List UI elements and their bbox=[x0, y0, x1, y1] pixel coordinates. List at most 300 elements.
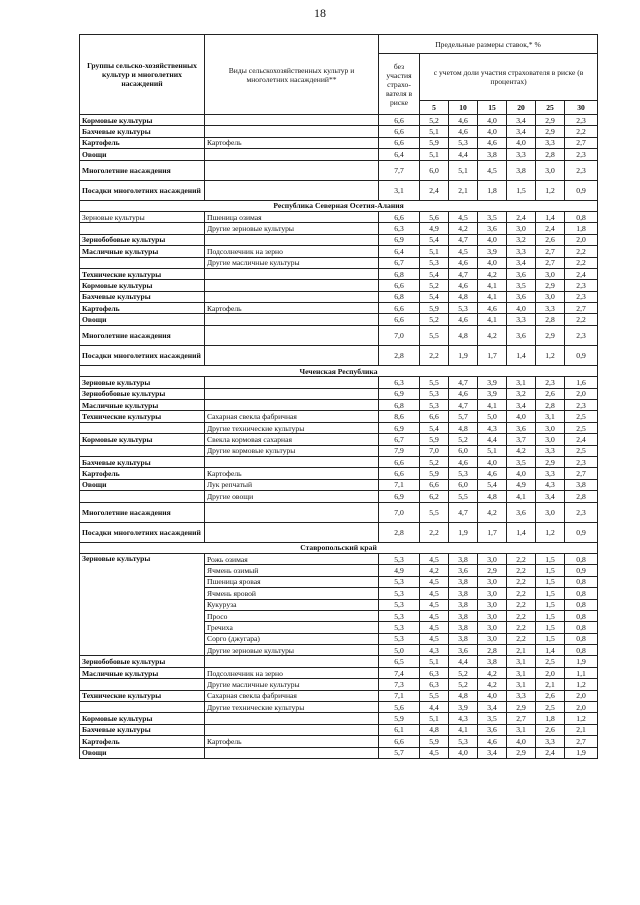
crop-group-cell: Посадки многолетних насаждений bbox=[80, 345, 205, 365]
rate-value-cell: 6,6 bbox=[379, 115, 420, 126]
rate-value-cell: 4,5 bbox=[420, 599, 449, 610]
rate-value-cell: 4,8 bbox=[478, 491, 507, 502]
crop-group-cell: Многолетние насаждения bbox=[80, 325, 205, 345]
header-rates-title: Предельные размеры ставок,* % bbox=[379, 35, 598, 54]
rate-value-cell: 6,3 bbox=[420, 679, 449, 690]
crop-group-cell: Зерновые культуры bbox=[80, 377, 205, 388]
rate-value-cell: 3,1 bbox=[507, 667, 536, 678]
crop-type-cell bbox=[205, 291, 379, 302]
rate-value-cell: 3,0 bbox=[536, 268, 565, 279]
rate-value-cell: 5,2 bbox=[449, 679, 478, 690]
rate-value-cell: 6,8 bbox=[379, 268, 420, 279]
rate-value-cell: 2,8 bbox=[536, 149, 565, 160]
crop-type-cell: Другие технические культуры bbox=[205, 702, 379, 713]
rate-value-cell: 5,1 bbox=[478, 445, 507, 456]
rate-value-cell: 3,9 bbox=[478, 388, 507, 399]
rate-value-cell: 2,3 bbox=[565, 115, 598, 126]
crop-group-cell: Масличные культуры bbox=[80, 246, 205, 257]
rate-value-cell: 4,2 bbox=[449, 223, 478, 234]
rate-value-cell: 7,4 bbox=[379, 667, 420, 678]
crop-group-cell: Зернобобовые культуры bbox=[80, 656, 205, 667]
rate-value-cell: 3,3 bbox=[507, 690, 536, 701]
rate-value-cell: 3,3 bbox=[507, 246, 536, 257]
rate-value-cell: 3,6 bbox=[507, 422, 536, 433]
rate-value-cell: 2,2 bbox=[565, 314, 598, 325]
rate-value-cell: 2,3 bbox=[565, 160, 598, 180]
rate-value-cell: 3,0 bbox=[478, 553, 507, 564]
rate-value-cell: 7,0 bbox=[379, 325, 420, 345]
rate-value-cell: 1,6 bbox=[565, 377, 598, 388]
crop-group-cell: Зерновые культуры bbox=[80, 211, 205, 222]
rate-value-cell: 4,1 bbox=[478, 314, 507, 325]
rate-value-cell: 4,7 bbox=[449, 377, 478, 388]
region-section-row bbox=[80, 365, 598, 376]
rate-value-cell: 7,0 bbox=[420, 445, 449, 456]
rate-value-cell: 5,5 bbox=[420, 377, 449, 388]
rate-value-cell: 7,0 bbox=[379, 502, 420, 522]
crop-group-cell: Бахчевые культуры bbox=[80, 291, 205, 302]
crop-type-cell bbox=[205, 280, 379, 291]
table-row bbox=[80, 180, 598, 200]
rate-value-cell: 6,2 bbox=[420, 491, 449, 502]
table-body bbox=[80, 115, 598, 759]
rate-value-cell: 4,7 bbox=[449, 400, 478, 411]
crop-type-cell: Картофель bbox=[205, 468, 379, 479]
crop-type-cell: Подсолнечник на зерно bbox=[205, 246, 379, 257]
crop-type-cell bbox=[205, 126, 379, 137]
rate-value-cell: 5,3 bbox=[379, 622, 420, 633]
table-row bbox=[80, 724, 598, 735]
table-row bbox=[80, 280, 598, 291]
rate-value-cell: 4,6 bbox=[449, 115, 478, 126]
rate-value-cell: 6,6 bbox=[420, 479, 449, 490]
rate-value-cell: 6,6 bbox=[420, 411, 449, 422]
rate-value-cell: 3,0 bbox=[478, 576, 507, 587]
rate-value-cell: 5,7 bbox=[449, 411, 478, 422]
rate-value-cell: 4,5 bbox=[420, 588, 449, 599]
rate-value-cell: 3,0 bbox=[536, 422, 565, 433]
rate-value-cell: 2,7 bbox=[536, 246, 565, 257]
table-row bbox=[80, 456, 598, 467]
rate-value-cell: 6,1 bbox=[379, 724, 420, 735]
header-pct: 20 bbox=[507, 101, 536, 115]
rate-value-cell: 3,3 bbox=[536, 736, 565, 747]
rate-value-cell: 2,0 bbox=[565, 388, 598, 399]
rate-value-cell: 2,2 bbox=[507, 576, 536, 587]
table-row bbox=[80, 656, 598, 667]
crop-type-cell bbox=[205, 713, 379, 724]
rate-value-cell: 5,3 bbox=[449, 137, 478, 148]
rate-value-cell: 5,3 bbox=[449, 468, 478, 479]
rate-value-cell: 7,1 bbox=[379, 690, 420, 701]
rate-value-cell: 5,1 bbox=[420, 656, 449, 667]
region-section-row bbox=[80, 542, 598, 553]
crop-group-cell: Картофель bbox=[80, 137, 205, 148]
table-row bbox=[80, 434, 598, 445]
rate-value-cell: 2,4 bbox=[536, 747, 565, 758]
rate-value-cell: 2,5 bbox=[565, 411, 598, 422]
rate-value-cell: 3,6 bbox=[478, 724, 507, 735]
crop-type-cell: Просо bbox=[205, 610, 379, 621]
rate-value-cell: 4,0 bbox=[449, 747, 478, 758]
rate-value-cell: 5,9 bbox=[420, 468, 449, 479]
rate-value-cell: 5,2 bbox=[420, 115, 449, 126]
region-section-row bbox=[80, 200, 598, 211]
rate-value-cell: 1,9 bbox=[565, 747, 598, 758]
rate-value-cell: 4,2 bbox=[507, 445, 536, 456]
rate-value-cell: 5,6 bbox=[379, 702, 420, 713]
rate-value-cell: 3,6 bbox=[449, 645, 478, 656]
rate-value-cell: 2,9 bbox=[536, 280, 565, 291]
crop-type-cell bbox=[205, 325, 379, 345]
rate-value-cell: 5,3 bbox=[379, 610, 420, 621]
rate-value-cell: 3,3 bbox=[536, 468, 565, 479]
rate-value-cell: 3,0 bbox=[536, 160, 565, 180]
rate-value-cell: 1,9 bbox=[565, 656, 598, 667]
crop-group-cell: Кормовые культуры bbox=[80, 434, 205, 445]
table-row bbox=[80, 502, 598, 522]
rate-value-cell: 5,2 bbox=[420, 456, 449, 467]
rate-value-cell: 1,5 bbox=[536, 599, 565, 610]
rate-value-cell: 2,2 bbox=[565, 126, 598, 137]
rate-value-cell: 6,6 bbox=[379, 314, 420, 325]
crop-group-cell: Зернобобовые культуры bbox=[80, 234, 205, 245]
rate-value-cell: 4,1 bbox=[449, 724, 478, 735]
crop-type-cell: Ячмень озимый bbox=[205, 565, 379, 576]
rate-value-cell: 7,7 bbox=[379, 160, 420, 180]
rate-value-cell: 4,2 bbox=[478, 502, 507, 522]
rate-value-cell: 0,8 bbox=[565, 610, 598, 621]
crop-type-cell: Сахарная свекла фабричная bbox=[205, 411, 379, 422]
rate-value-cell: 6,6 bbox=[379, 303, 420, 314]
crop-type-cell: Подсолнечник на зерно bbox=[205, 667, 379, 678]
rate-value-cell: 1,2 bbox=[536, 345, 565, 365]
rate-value-cell: 1,5 bbox=[536, 565, 565, 576]
rate-value-cell: 3,0 bbox=[536, 434, 565, 445]
crop-type-cell: Другие технические культуры bbox=[205, 422, 379, 433]
rate-value-cell: 3,8 bbox=[449, 599, 478, 610]
crop-group-cell bbox=[80, 422, 205, 433]
crop-type-cell: Сорго (джугара) bbox=[205, 633, 379, 644]
rate-value-cell: 2,3 bbox=[565, 291, 598, 302]
rate-value-cell: 2,5 bbox=[565, 422, 598, 433]
header-pct: 25 bbox=[536, 101, 565, 115]
crop-type-cell bbox=[205, 400, 379, 411]
rate-value-cell: 4,2 bbox=[478, 679, 507, 690]
crop-group-cell: Кормовые культуры bbox=[80, 280, 205, 291]
rate-value-cell: 4,2 bbox=[478, 667, 507, 678]
rate-value-cell: 3,3 bbox=[507, 314, 536, 325]
rate-value-cell: 2,9 bbox=[536, 115, 565, 126]
rate-value-cell: 6,3 bbox=[379, 223, 420, 234]
rate-value-cell: 5,2 bbox=[449, 434, 478, 445]
crop-group-cell: Зерновые культуры bbox=[80, 553, 205, 656]
rate-value-cell: 2,2 bbox=[507, 588, 536, 599]
rate-value-cell: 5,6 bbox=[420, 211, 449, 222]
rate-value-cell: 3,0 bbox=[478, 588, 507, 599]
rate-value-cell: 6,9 bbox=[379, 422, 420, 433]
rate-value-cell: 2,4 bbox=[536, 223, 565, 234]
crop-group-cell: Картофель bbox=[80, 736, 205, 747]
rate-value-cell: 2,5 bbox=[565, 445, 598, 456]
rate-value-cell: 3,1 bbox=[507, 679, 536, 690]
rate-value-cell: 1,7 bbox=[478, 522, 507, 542]
crop-type-cell bbox=[205, 160, 379, 180]
rate-value-cell: 5,2 bbox=[420, 280, 449, 291]
rate-value-cell: 4,1 bbox=[478, 291, 507, 302]
rate-value-cell: 2,7 bbox=[507, 713, 536, 724]
rate-value-cell: 6,9 bbox=[379, 388, 420, 399]
crop-group-cell: Бахчевые культуры bbox=[80, 456, 205, 467]
rate-value-cell: 4,6 bbox=[449, 280, 478, 291]
rate-value-cell: 2,8 bbox=[379, 522, 420, 542]
crop-group-cell: Многолетние насаждения bbox=[80, 160, 205, 180]
rate-value-cell: 6,3 bbox=[379, 377, 420, 388]
rate-value-cell: 0,8 bbox=[565, 553, 598, 564]
rate-value-cell: 3,1 bbox=[507, 656, 536, 667]
rate-value-cell: 6,4 bbox=[379, 149, 420, 160]
rate-value-cell: 3,4 bbox=[507, 257, 536, 268]
rate-value-cell: 2,7 bbox=[565, 468, 598, 479]
table-row bbox=[80, 257, 598, 268]
rate-value-cell: 1,8 bbox=[478, 180, 507, 200]
rate-value-cell: 3,8 bbox=[449, 633, 478, 644]
header-groups: Группы сельско-хозяйственных культур и многолетних насаждений bbox=[80, 35, 205, 115]
table-row bbox=[80, 522, 598, 542]
rate-value-cell: 4,7 bbox=[449, 234, 478, 245]
rate-value-cell: 4,8 bbox=[449, 291, 478, 302]
rate-value-cell: 4,6 bbox=[449, 126, 478, 137]
header-with-participation: с учетом доли участия страхователя в риске (в процентах) bbox=[420, 54, 598, 101]
table-row bbox=[80, 553, 598, 564]
rate-value-cell: 3,8 bbox=[507, 160, 536, 180]
table-row bbox=[80, 234, 598, 245]
header-pct: 10 bbox=[449, 101, 478, 115]
table-row bbox=[80, 468, 598, 479]
rate-value-cell: 4,3 bbox=[449, 713, 478, 724]
rate-value-cell: 2,9 bbox=[507, 747, 536, 758]
rate-value-cell: 6,8 bbox=[379, 291, 420, 302]
region-title: Чеченская Республика bbox=[80, 365, 598, 376]
rate-value-cell: 2,3 bbox=[565, 149, 598, 160]
table-row bbox=[80, 702, 598, 713]
rate-value-cell: 5,3 bbox=[379, 588, 420, 599]
rate-value-cell: 5,2 bbox=[420, 314, 449, 325]
table-row bbox=[80, 713, 598, 724]
rate-value-cell: 4,4 bbox=[420, 702, 449, 713]
rate-value-cell: 1,5 bbox=[536, 588, 565, 599]
rate-value-cell: 4,4 bbox=[478, 434, 507, 445]
rate-value-cell: 2,2 bbox=[507, 610, 536, 621]
rate-value-cell: 7,9 bbox=[379, 445, 420, 456]
rate-value-cell: 4,8 bbox=[449, 325, 478, 345]
rate-value-cell: 4,9 bbox=[507, 479, 536, 490]
rate-value-cell: 7,3 bbox=[379, 679, 420, 690]
rate-value-cell: 2,9 bbox=[478, 565, 507, 576]
rate-value-cell: 4,6 bbox=[449, 257, 478, 268]
crop-group-cell bbox=[80, 223, 205, 234]
rate-value-cell: 2,2 bbox=[507, 599, 536, 610]
rate-value-cell: 3,6 bbox=[507, 325, 536, 345]
rate-value-cell: 5,1 bbox=[420, 126, 449, 137]
rate-value-cell: 4,0 bbox=[507, 468, 536, 479]
rate-value-cell: 5,9 bbox=[420, 303, 449, 314]
table-row bbox=[80, 149, 598, 160]
rate-value-cell: 4,6 bbox=[449, 314, 478, 325]
rate-value-cell: 6,8 bbox=[379, 400, 420, 411]
rate-value-cell: 4,0 bbox=[478, 257, 507, 268]
crop-type-cell bbox=[205, 502, 379, 522]
table-row bbox=[80, 314, 598, 325]
rate-value-cell: 4,8 bbox=[449, 422, 478, 433]
rate-value-cell: 4,7 bbox=[449, 268, 478, 279]
table-row bbox=[80, 325, 598, 345]
crop-group-cell bbox=[80, 445, 205, 456]
rate-value-cell: 5,1 bbox=[420, 246, 449, 257]
rate-value-cell: 1,4 bbox=[507, 345, 536, 365]
table-row bbox=[80, 388, 598, 399]
rate-value-cell: 5,4 bbox=[420, 234, 449, 245]
rate-value-cell: 2,4 bbox=[507, 211, 536, 222]
crop-type-cell bbox=[205, 724, 379, 735]
table-row bbox=[80, 667, 598, 678]
rate-value-cell: 4,6 bbox=[449, 456, 478, 467]
rate-value-cell: 4,5 bbox=[449, 246, 478, 257]
rate-value-cell: 6,6 bbox=[379, 137, 420, 148]
rate-value-cell: 4,0 bbox=[478, 690, 507, 701]
rate-value-cell: 6,3 bbox=[420, 667, 449, 678]
rate-value-cell: 4,8 bbox=[449, 690, 478, 701]
crop-type-cell: Рожь озимая bbox=[205, 553, 379, 564]
crop-type-cell bbox=[205, 456, 379, 467]
rate-value-cell: 2,0 bbox=[565, 690, 598, 701]
rate-value-cell: 3,8 bbox=[449, 553, 478, 564]
rate-value-cell: 5,3 bbox=[420, 257, 449, 268]
rate-value-cell: 1,5 bbox=[536, 610, 565, 621]
rate-value-cell: 3,8 bbox=[449, 622, 478, 633]
rate-value-cell: 4,5 bbox=[420, 610, 449, 621]
rate-value-cell: 2,1 bbox=[565, 724, 598, 735]
rate-value-cell: 4,5 bbox=[420, 576, 449, 587]
rate-value-cell: 6,6 bbox=[379, 126, 420, 137]
rate-value-cell: 5,5 bbox=[449, 491, 478, 502]
rate-value-cell: 2,7 bbox=[536, 257, 565, 268]
rate-value-cell: 1,4 bbox=[536, 211, 565, 222]
rate-value-cell: 6,7 bbox=[379, 434, 420, 445]
rate-value-cell: 0,9 bbox=[565, 565, 598, 576]
insurance-rates-table bbox=[79, 34, 598, 759]
crop-type-cell: Лук репчатый bbox=[205, 479, 379, 490]
rate-value-cell: 0,8 bbox=[565, 622, 598, 633]
rate-value-cell: 6,4 bbox=[379, 246, 420, 257]
rate-value-cell: 5,9 bbox=[420, 434, 449, 445]
table-row bbox=[80, 345, 598, 365]
crop-group-cell: Технические культуры bbox=[80, 411, 205, 422]
rate-value-cell: 8,6 bbox=[379, 411, 420, 422]
rate-value-cell: 3,4 bbox=[478, 747, 507, 758]
rate-value-cell: 3,9 bbox=[478, 377, 507, 388]
rate-value-cell: 3,8 bbox=[449, 576, 478, 587]
rate-value-cell: 2,4 bbox=[565, 268, 598, 279]
rate-value-cell: 1,2 bbox=[565, 679, 598, 690]
rate-value-cell: 5,7 bbox=[379, 747, 420, 758]
table-row bbox=[80, 246, 598, 257]
table-header bbox=[80, 35, 598, 115]
crop-type-cell bbox=[205, 234, 379, 245]
rate-value-cell: 5,3 bbox=[449, 736, 478, 747]
rate-value-cell: 4,6 bbox=[478, 468, 507, 479]
rate-value-cell: 5,0 bbox=[379, 645, 420, 656]
rate-value-cell: 3,0 bbox=[536, 502, 565, 522]
rate-value-cell: 2,7 bbox=[565, 137, 598, 148]
rate-value-cell: 2,3 bbox=[565, 325, 598, 345]
crop-type-cell: Пшеница озимая bbox=[205, 211, 379, 222]
crop-group-cell: Масличные культуры bbox=[80, 667, 205, 678]
rate-value-cell: 5,3 bbox=[420, 400, 449, 411]
rate-value-cell: 4,1 bbox=[478, 280, 507, 291]
rate-value-cell: 2,7 bbox=[565, 736, 598, 747]
crop-group-cell: Картофель bbox=[80, 468, 205, 479]
rate-value-cell: 3,3 bbox=[536, 445, 565, 456]
rate-value-cell: 2,3 bbox=[565, 400, 598, 411]
rate-value-cell: 3,1 bbox=[507, 724, 536, 735]
crop-type-cell bbox=[205, 115, 379, 126]
rate-value-cell: 1,9 bbox=[449, 345, 478, 365]
rate-value-cell: 2,1 bbox=[536, 679, 565, 690]
rate-value-cell: 3,5 bbox=[507, 456, 536, 467]
table-row bbox=[80, 377, 598, 388]
crop-type-cell bbox=[205, 345, 379, 365]
crop-type-cell bbox=[205, 388, 379, 399]
rate-value-cell: 3,1 bbox=[379, 180, 420, 200]
table-row bbox=[80, 137, 598, 148]
rate-value-cell: 1,5 bbox=[536, 553, 565, 564]
rate-value-cell: 3,1 bbox=[536, 411, 565, 422]
header-crops: Виды сельскохозяйственных культур и многолетних насаждений** bbox=[205, 35, 379, 115]
rate-value-cell: 5,3 bbox=[420, 388, 449, 399]
crop-type-cell: Картофель bbox=[205, 137, 379, 148]
header-pct: 15 bbox=[478, 101, 507, 115]
rate-value-cell: 3,8 bbox=[449, 588, 478, 599]
crop-type-cell bbox=[205, 180, 379, 200]
rate-value-cell: 1,5 bbox=[536, 576, 565, 587]
table-row bbox=[80, 411, 598, 422]
rate-value-cell: 5,3 bbox=[379, 576, 420, 587]
table-row bbox=[80, 479, 598, 490]
rate-value-cell: 2,9 bbox=[536, 456, 565, 467]
rate-value-cell: 6,0 bbox=[449, 479, 478, 490]
rate-value-cell: 1,2 bbox=[536, 180, 565, 200]
table-row bbox=[80, 160, 598, 180]
rate-value-cell: 2,2 bbox=[565, 246, 598, 257]
rate-value-cell: 3,8 bbox=[478, 656, 507, 667]
rate-value-cell: 4,2 bbox=[478, 325, 507, 345]
rate-value-cell: 4,0 bbox=[478, 456, 507, 467]
region-title: Республика Северная Осетия-Алания bbox=[80, 200, 598, 211]
rate-value-cell: 4,5 bbox=[420, 553, 449, 564]
crop-group-cell: Овощи bbox=[80, 314, 205, 325]
rate-value-cell: 1,7 bbox=[478, 345, 507, 365]
rate-value-cell: 3,2 bbox=[507, 234, 536, 245]
rate-value-cell: 1,8 bbox=[536, 713, 565, 724]
rate-value-cell: 6,9 bbox=[379, 491, 420, 502]
crop-group-cell: Бахчевые культуры bbox=[80, 724, 205, 735]
rate-value-cell: 3,4 bbox=[536, 491, 565, 502]
rate-value-cell: 2,6 bbox=[536, 234, 565, 245]
rate-value-cell: 6,5 bbox=[379, 656, 420, 667]
rate-value-cell: 6,0 bbox=[420, 160, 449, 180]
rate-value-cell: 5,3 bbox=[379, 553, 420, 564]
